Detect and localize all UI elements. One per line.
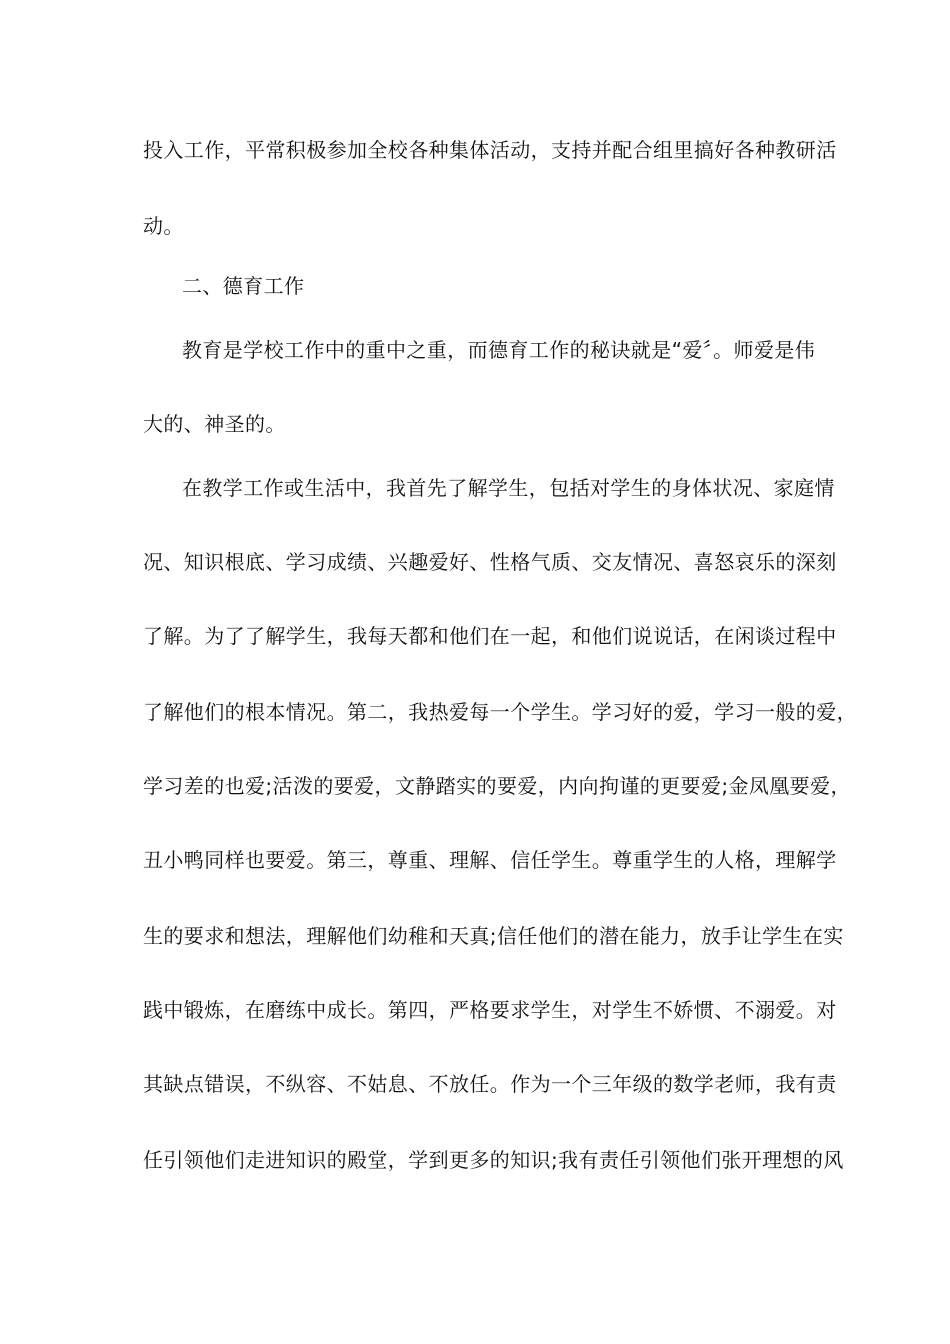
section-heading: 二、德育工作 — [182, 274, 305, 298]
text-line: 了解。为了了解学生，我每天都和他们在一起，和他们说说话，在闲谈过程中 — [143, 624, 837, 648]
text-line: 投入工作，平常积极参加全校各种集体活动，支持并配合组里搞好各种教研活 — [143, 138, 837, 162]
text-line: 大的、神圣的。 — [143, 412, 286, 436]
text-line: 生的要求和想法，理解他们幼稚和天真;信任他们的潜在能力，放手让学生在实 — [143, 924, 844, 948]
text-line: 践中锻炼，在磨练中成长。第四，严格要求学生，对学生不娇惯、不溺爱。对 — [143, 998, 837, 1022]
text-line: 了解他们的根本情况。第二，我热爱每一个学生。学习好的爱，学习一般的爱， — [143, 700, 857, 724]
text-line: 丑小鸭同样也要爱。第三，尊重、理解、信任学生。尊重学生的人格，理解学 — [143, 848, 837, 872]
text-line: 学习差的也爱;活泼的要爱，文静踏实的要爱，内向拘谨的更要爱;金凤凰要爱， — [143, 774, 851, 798]
text-line: 在教学工作或生活中，我首先了解学生，包括对学生的身体状况、家庭情 — [182, 476, 835, 500]
text-line: 动。 — [143, 214, 184, 238]
text-line: 其缺点错误，不纵容、不姑息、不放任。作为一个三年级的数学老师，我有责 — [143, 1072, 837, 1096]
text-line: 况、知识根底、学习成绩、兴趣爱好、性格气质、交友情况、喜怒哀乐的深刻 — [143, 550, 837, 574]
text-line: 教育是学校工作中的重中之重，而德育工作的秘诀就是“爱〞。师爱是伟 — [182, 338, 816, 362]
text-line: 任引领他们走进知识的殿堂，学到更多的知识;我有责任引领他们张开理想的风 — [143, 1148, 844, 1172]
